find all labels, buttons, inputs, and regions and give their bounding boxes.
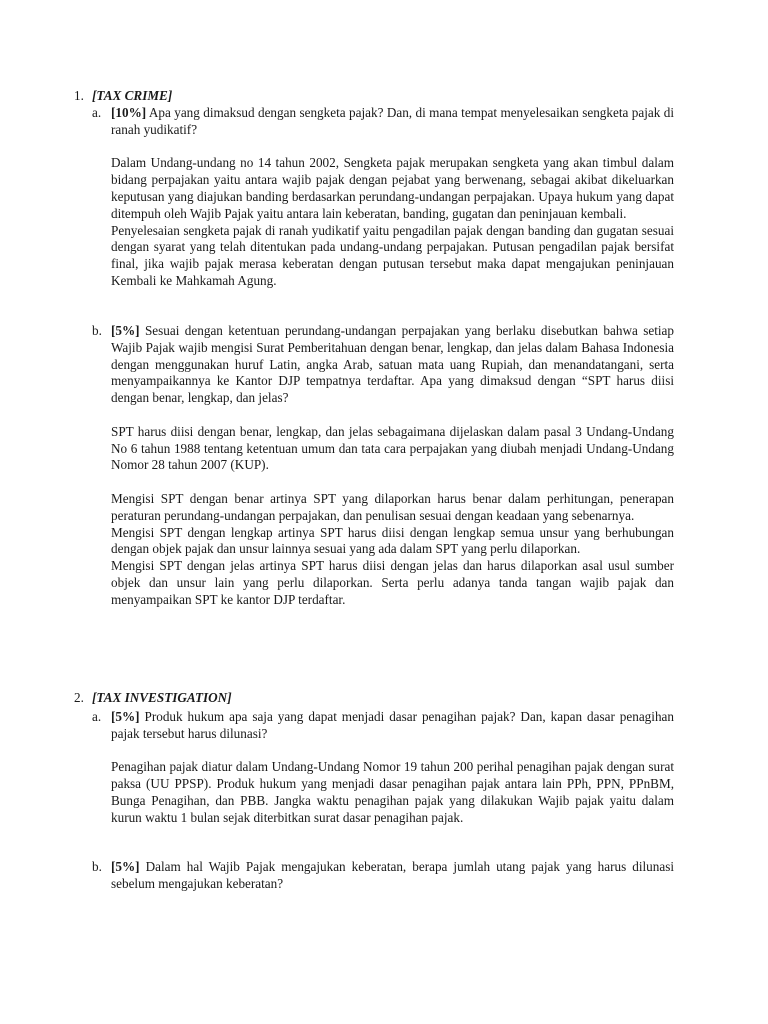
item-1b-question: [111, 323, 674, 407]
item-1a-answer-2: Penyelesaian sengketa pajak di ranah yudikatif yaitu pengadilan pajak dengan banding dan gugatan sesuai dengan syarat yang telah ditentukan pada undang-undang perpajakan. Putusan pengadilan pajak bersifat final, jika wajib pajak merasa keberatan dengan putusan tersebut maka dapat mengajukan peninjauan Kembali ke Mahkamah Agung.: [111, 222, 674, 288]
item-2b: [111, 859, 674, 893]
item-1a-weight: [10%]: [111, 105, 147, 120]
section-2-title: [TAX INVESTIGATION]: [92, 690, 232, 705]
item-2b-question-text: Dalam hal Wajib Pajak mengajukan keberatan, berapa jumlah utang pajak yang harus dilunasi sebelum mengajukan keberatan?: [111, 859, 674, 891]
item-2b-weight: [5%]: [111, 859, 140, 874]
section-1-number: 1.: [74, 88, 84, 103]
item-1b-answer-2: Mengisi SPT dengan benar artinya SPT yang dilaporkan harus benar dalam perhitungan, penerapan peraturan perundang-undangan perpajakan, dan penulisan sesuai dengan keadaan yang sebenarnya.: [111, 490, 674, 523]
item-2a: [111, 709, 674, 827]
item-1a-question-text: Apa yang dimaksud dengan sengketa pajak? Dan, di mana tempat menyelesaikan sengketa pajak di ranah yudikatif?: [111, 105, 674, 137]
section-2-number: 2.: [74, 690, 84, 705]
item-2a-letter: a.: [92, 709, 102, 724]
item-1a-answer-1: Dalam Undang-undang no 14 tahun 2002, Sengketa pajak merupakan sengketa yang akan timbul dalam bidang perpajakan yaitu antara wajib pajak dengan pejabat yang berwenang, sebagai akibat dikeluarkan keputusan yang diajukan banding berdasarkan perundang-undangan perpajakan. Upaya hukum yang dapat ditempuh oleh Wajib Pajak yaitu antara lain keberatan, banding, gugatan dan peninjauan kembali.: [111, 155, 674, 221]
item-2a-question: [111, 709, 674, 743]
item-1a-question: [111, 105, 674, 139]
item-1b: [111, 323, 674, 609]
item-1b-answer-4: Mengisi SPT dengan jelas artinya SPT harus diisi dengan jelas dan harus dilaporkan asal usul sumber objek dan unsur lain yang perlu dilaporkan. Serta perlu adanya tanda tangan wajib pajak dan menyampaikan SPT ke kantor DJP terdaftar.: [111, 558, 674, 607]
item-1a: [111, 105, 674, 290]
item-2b-question: [111, 859, 674, 893]
item-2a-question-text: Produk hukum apa saja yang dapat menjadi dasar penagihan pajak? Dan, kapan dasar penagihan pajak tersebut harus dilunasi?: [111, 709, 674, 741]
item-2a-answer-1: Penagihan pajak diatur dalam Undang-Undang Nomor 19 tahun 200 perihal penagihan pajak dengan surat paksa (UU PPSP). Produk hukum yang menjadi dasar penagihan pajak antara lain PPh, PPN, PPnBM, Bunga Penagihan, dan PBB. Jangka waktu penagihan pajak yang dilakukan Wajib pajak yaitu dalam kurun waktu 1 bulan sejak diterbitkan surat dasar penagihan pajak.: [111, 759, 674, 825]
item-1a-letter: a.: [92, 105, 102, 120]
item-1b-question-text: Sesuai dengan ketentuan perundang-undangan perpajakan yang berlaku disebutkan bahwa setiap Wajib Pajak wajib mengisi Surat Pemberitahuan dengan benar, lengkap, dan jelas dalam Bahasa Indonesia dengan menggunakan huruf Latin, angka Arab, satuan mata uang Rupiah, dan menandatangani, serta menyampaikannya ke Kantor DJP tempatnya terdaftar. Apa yang dimaksud dengan “SPT harus diisi dengan benar, lengkap, dan jelas?: [111, 323, 674, 406]
item-1b-answer-3: Mengisi SPT dengan lengkap artinya SPT harus diisi dengan lengkap semua unsur yang berhubungan dengan objek pajak dan unsur lainnya sesuai yang ada dalam SPT yang perlu dilaporkan.: [111, 524, 674, 557]
section-1-title: [TAX CRIME]: [92, 88, 173, 103]
item-1b-answer-1: SPT harus diisi dengan benar, lengkap, dan jelas sebagaimana dijelaskan dalam pasal 3 Undang-Undang No 6 tahun 1988 tentang ketentuan umum dan tata cara perpajakan yang diubah menjadi Undang-Undang Nomor 28 tahun 2007 (KUP).: [111, 423, 674, 473]
item-2a-weight: [5%]: [111, 709, 140, 724]
item-1b-letter: b.: [92, 323, 102, 338]
item-1b-weight: [5%]: [111, 323, 140, 338]
item-2b-letter: b.: [92, 859, 102, 874]
